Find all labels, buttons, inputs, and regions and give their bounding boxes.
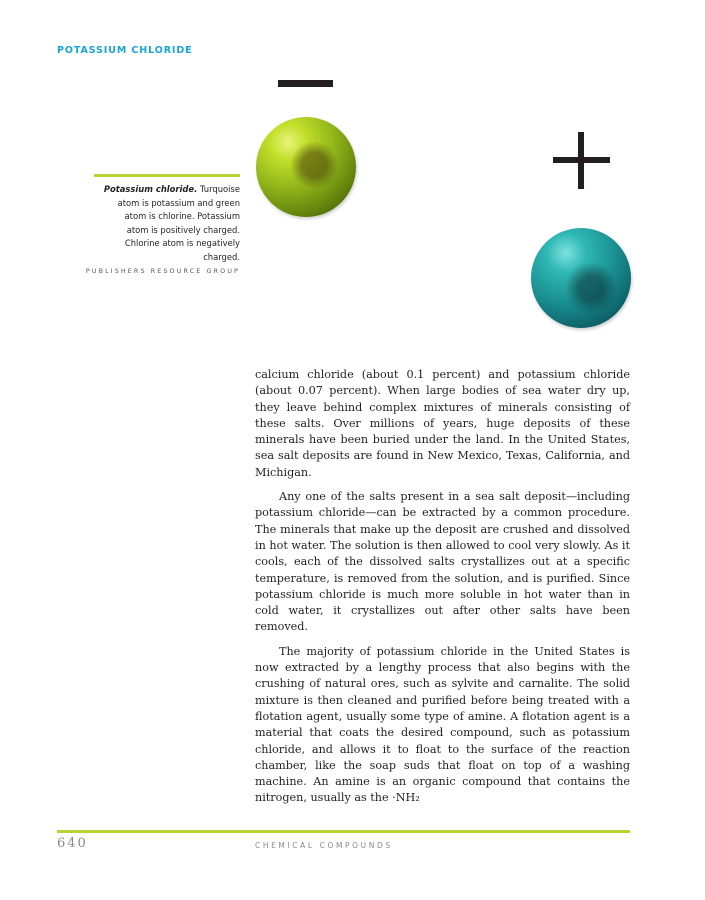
caption-line: atom is chlorine. Potassium — [124, 211, 240, 221]
body-paragraph: Any one of the salts present in a sea salt deposit—including potassium chloride—can be extracted by a common procedure. The minerals that make up the deposit are crushed and dissolved in hot water. The solution is then allowed to cool very slowly. As it cools, each of the dissolved salts crystallizes out at a specific temperature, is removed from the solution, and is purified. Since potassium chloride is much more soluble in hot water than in cold water, it crystallizes out after other salts have been removed. — [255, 490, 630, 634]
caption-line: charged. — [203, 251, 240, 262]
potassium-atom — [531, 228, 631, 328]
caption-line: atom is potassium and green — [117, 197, 240, 208]
potassium-chloride-figure — [0, 0, 705, 340]
caption-line: Turquoise — [199, 184, 240, 194]
footer-book-title: CHEMICAL COMPOUNDS — [255, 841, 393, 850]
page-number: 640 — [57, 836, 88, 851]
body-text — [255, 367, 630, 807]
caption-title: Potassium chloride. — [103, 184, 198, 194]
figure-caption — [80, 183, 240, 279]
footer-rule — [57, 830, 630, 833]
negative-charge-sign — [278, 80, 333, 87]
body-paragraph: calcium chloride (about 0.1 percent) and potassium chloride (about 0.07 percent). When large bodies of sea water dry up, they leave behind complex mixtures of minerals consisting of these salts. Over millions of years, huge deposits of these minerals have been buried under the land. In the United States, sea salt deposits are found in New Mexico, Texas, California, and Michigan. — [255, 368, 630, 479]
caption-line: Chlorine atom is negatively — [124, 238, 240, 248]
body-paragraph: The majority of potassium chloride in the United States is now extracted by a lengthy process that also begins with the crushing of natural ores, such as sylvite and carnalite. The solid mixture is then cleaned and purified before being treated with a flotation agent, usually some type of amine. A flotation agent is a material that coats the desired compound, such as potassium chloride, and allows it to float to the surface of the reaction chamber, like the soap suds that float on top of a washing machine. An amine is an organic compound that contains the nitrogen, usually as the ·NH₂ — [255, 644, 630, 805]
chlorine-atom — [256, 117, 356, 217]
running-head: POTASSIUM CHLORIDE — [57, 45, 193, 56]
caption-line: atom is positively charged. — [126, 224, 240, 235]
positive-charge-sign-vertical — [578, 132, 584, 189]
caption-rule — [94, 174, 240, 177]
caption-credit: PUBLISHERS RESOURCE GROUP — [85, 267, 240, 275]
